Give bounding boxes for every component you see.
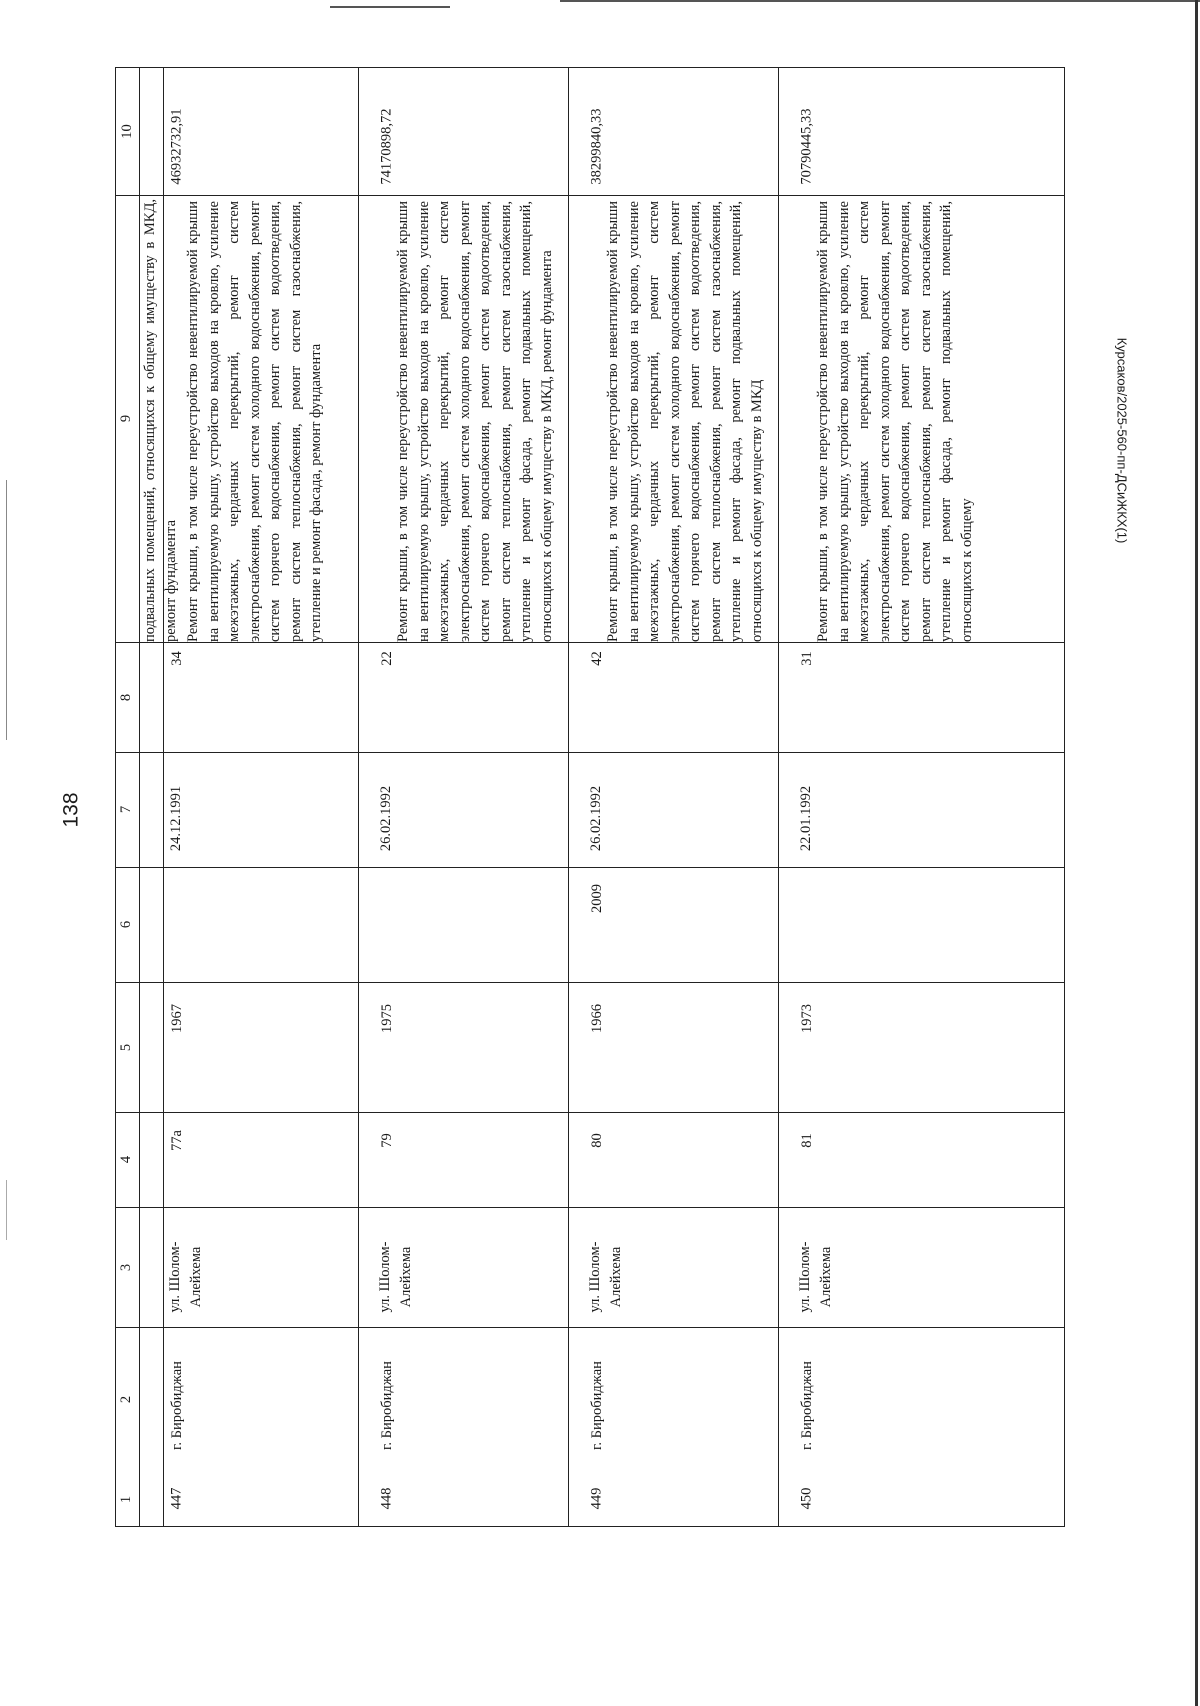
- header-col-9b: 9: [118, 414, 135, 423]
- row-city: г. Биробиджан: [798, 1361, 815, 1450]
- header-col-5b: 5: [118, 1043, 135, 1051]
- row-city: г. Биробиджан: [168, 1361, 185, 1450]
- document-code: Курсаков/2025-560-пп-ДСиЖКХ(1): [1114, 337, 1130, 543]
- row-date: 26.02.1992: [588, 785, 605, 852]
- header-col-8b: 8: [118, 693, 135, 701]
- row-cost: 70790445,33: [798, 108, 815, 185]
- row-year-built: 1973: [798, 1004, 815, 1033]
- row-year-6: 2009: [588, 884, 605, 913]
- header-col-10: 10: [118, 123, 135, 139]
- row-number: 450: [798, 1487, 815, 1510]
- page-number: 138: [60, 792, 84, 828]
- row-house: 80: [588, 1133, 605, 1148]
- row-date: 26.02.1992: [378, 785, 395, 852]
- row-city: г. Биробиджан: [588, 1361, 605, 1450]
- row-number: 447: [168, 1487, 185, 1510]
- row-number: 448: [378, 1487, 395, 1510]
- row-house: 79: [378, 1133, 395, 1148]
- header-col-2b: 2: [118, 1395, 135, 1404]
- row-street: ул. Шолом-Алейхема: [167, 1241, 204, 1313]
- row-city: г. Биробиджан: [378, 1361, 395, 1450]
- row-house: 81: [798, 1133, 815, 1148]
- row-number: 449: [588, 1487, 605, 1510]
- row-year-6: [165, 867, 189, 982]
- header-col-3b: 3: [118, 1263, 135, 1271]
- header-col-6b: 6: [118, 920, 135, 929]
- row-works: Ремонт крыши, в том числе переустройство невентилируемой крыши на вентилируемую крышу, устройство выходов на кровлю, усиление межэтажных, чердачных перекрытий, ремонт систем электроснабжения, ремонт систем холодного водоснабжения, ремонт систем горячего водоснабжения, ремонт систем водоотведения, ремонт систем теплоснабжения, ремонт систем газоснабжения, утепление и ремонт фасада, ремонт фундамента: [185, 201, 324, 642]
- row-count: 34: [168, 651, 185, 666]
- row-date: 22.01.1992: [798, 785, 815, 852]
- row-count: 31: [798, 651, 815, 666]
- row-year-built: 1966: [588, 1004, 605, 1033]
- row-cost: 74170898,72: [378, 108, 395, 185]
- row-cost: 38299840,33: [588, 108, 605, 185]
- row-count: 22: [378, 651, 395, 666]
- row-date: 24.12.1991: [168, 785, 185, 852]
- row-year-6: [795, 867, 819, 982]
- row-works: Ремонт крыши, в том числе переустройство невентилируемой крыши на вентилируемую крышу, устройство выходов на кровлю, усиление межэтажных, чердачных перекрытий, ремонт систем электроснабжения, ремонт систем холодного водоснабжения, ремонт систем горячего водоснабжения, ремонт систем водоотведения, ремонт систем теплоснабжения, ремонт систем газоснабжения, утепление и ремонт фасада, ремонт подвальных помещений, относящихся к общему имуществу в МКД: [605, 201, 765, 642]
- row-works: Ремонт крыши, в том числе переустройство невентилируемой крыши на вентилируемую крышу, устройство выходов на кровлю, усиление межэтажных, чердачных перекрытий, ремонт систем электроснабжения, ремонт систем холодного водоснабжения, ремонт систем горячего водоснабжения, ремонт систем водоотведения, ремонт систем теплоснабжения, ремонт систем газоснабжения, утепление и ремонт фасада, ремонт подвальных помещений, относящихся к общему: [815, 201, 975, 642]
- row-cost: 46932732,91: [168, 108, 185, 185]
- header-col-7b: 7: [118, 805, 135, 814]
- continuation-cell: подвальных помещений, относящихся к общему имуществу в МКД, ремонт фундамента: [142, 199, 179, 642]
- row-house: 77а: [168, 1130, 185, 1151]
- row-street: ул. Шолом-Алейхема: [797, 1241, 834, 1313]
- row-year-6: [375, 867, 399, 982]
- header-col-4b: 4: [118, 1155, 135, 1164]
- row-year-built: 1975: [378, 1004, 395, 1033]
- header-col-1b: 1: [118, 1495, 135, 1504]
- row-street: ул. Шолом-Алейхема: [377, 1241, 414, 1313]
- row-count: 42: [588, 651, 605, 666]
- row-works: Ремонт крыши, в том числе переустройство невентилируемой крыши на вентилируемую крышу, устройство выходов на кровлю, усиление межэтажных, чердачных перекрытий, ремонт систем электроснабжения, ремонт систем холодного водоснабжения, ремонт систем горячего водоснабжения, ремонт систем водоотведения, ремонт систем теплоснабжения, ремонт систем газоснабжения, утепление и ремонт фасада, ремонт подвальных помещений, относящихся к общему имуществу в МКД, ремонт фундамента: [395, 201, 555, 642]
- row-street: ул. Шолом-Алейхема: [587, 1241, 624, 1313]
- row-year-built: 1967: [168, 1004, 185, 1033]
